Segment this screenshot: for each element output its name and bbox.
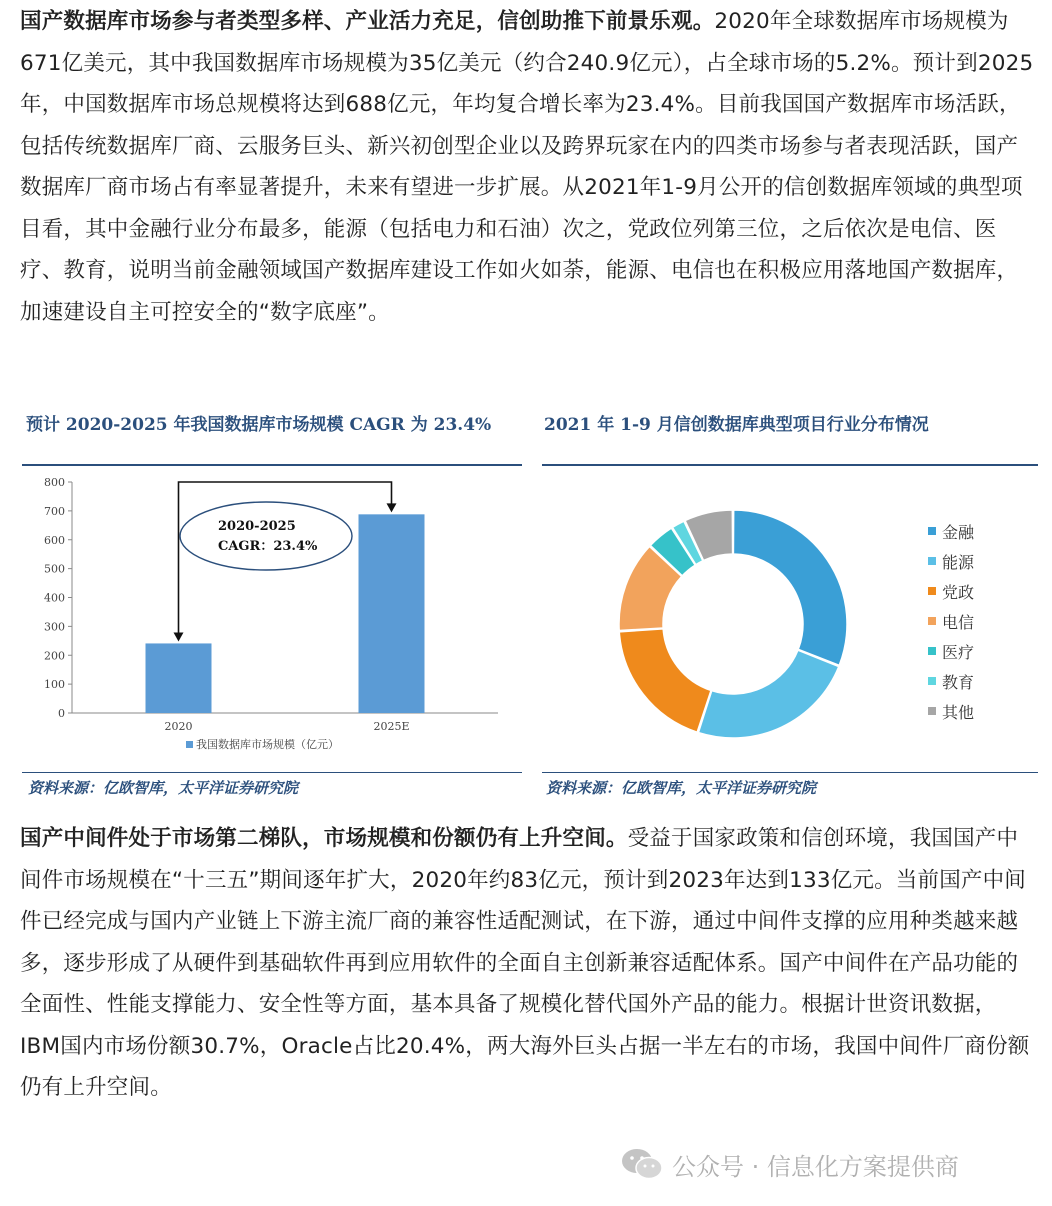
x-tick-label: 2025E (373, 720, 410, 733)
legend-label: 我国数据库市场规模（亿元） (196, 738, 339, 751)
legend-swatch (186, 741, 193, 748)
legend-swatch (928, 527, 936, 535)
legend-label: 能源 (942, 552, 975, 572)
y-tick-label: 700 (44, 504, 65, 518)
watermark (620, 1146, 959, 1182)
legend-item (928, 636, 974, 666)
figure1-title: 预计 2020-2025 年我国数据库市场规模 CAGR 为 23.4% (26, 415, 492, 435)
legend-label: 其他 (942, 702, 975, 722)
cagr-line2: CAGR：23.4% (218, 539, 318, 554)
wechat-icon (620, 1147, 664, 1181)
figure2-title: 2021 年 1-9 月信创数据库典型项目行业分布情况 (544, 415, 929, 435)
paragraph-bold-lead: 国产中间件处于市场第二梯队，市场规模和份额仍有上升空间。 (20, 826, 628, 851)
y-tick-label: 800 (44, 476, 65, 489)
legend-label: 教育 (942, 672, 975, 692)
figure1-top-rule (22, 464, 522, 466)
legend-swatch (928, 707, 936, 715)
bar-2020 (146, 643, 212, 713)
legend-item (928, 516, 974, 546)
figure2-bottom-rule (542, 772, 1038, 773)
legend-swatch (928, 587, 936, 595)
legend-label: 医疗 (942, 642, 975, 662)
legend-item (928, 546, 974, 576)
y-tick-label: 100 (44, 678, 65, 692)
y-tick-label: 200 (44, 649, 65, 663)
cagr-ellipse (180, 502, 352, 570)
legend-swatch (928, 557, 936, 565)
paragraph-bold-lead: 国产数据库市场参与者类型多样、产业活力充足，信创助推下前景乐观。 (20, 9, 715, 34)
figure1-bottom-rule (22, 772, 522, 773)
paragraph-body: 受益于国家政策和信创环境，我国国产中间件市场规模在“十三五”期间逐年扩大，2020年约83亿元，预计到2023年达到133亿元。当前国产中间件已经完成与国内产业链上下游主流厂商的兼容性适配测试，在下游，通过中间件支撑的应用种类越来越多，逐步形成了从硬件到基础软件再到应用软件的全面自主创新兼容适配体系。国产中间件在产品功能的全面性、性能支撑能力、安全性等方面，基本具备了规模化替代国外产品的能力。根据计世资讯数据，IBM国内市场份额30.7%，Oracle占比20.4%，两大海外巨头占据一半左右的市场，我国中间件厂商份额仍有上升空间。 (20, 826, 1030, 1100)
legend-label: 金融 (942, 522, 975, 542)
legend-item (928, 666, 974, 696)
arrow-head (174, 632, 184, 641)
y-tick-label: 0 (58, 707, 65, 720)
bar-chart (22, 470, 522, 770)
legend-item (928, 606, 974, 636)
legend-swatch (928, 617, 936, 625)
y-tick-label: 300 (44, 620, 65, 634)
arrow-head (387, 503, 397, 512)
y-tick-label: 600 (44, 533, 65, 547)
legend-swatch (928, 677, 936, 685)
paragraph-database-market (20, 1, 1036, 333)
figure1-source: 资料来源：亿欧智库，太平洋证券研究院 (28, 779, 299, 797)
legend-label: 电信 (942, 612, 975, 632)
legend-label: 党政 (942, 582, 975, 602)
donut-legend (928, 516, 974, 726)
y-tick-label: 400 (44, 591, 65, 605)
watermark-text: 公众号 · 信息化方案提供商 (672, 1152, 959, 1181)
paragraph-middleware-market (20, 818, 1036, 1109)
legend-item (928, 696, 974, 726)
figure2-top-rule (542, 464, 1038, 466)
bar-2025E (359, 514, 425, 713)
donut-slice-能源 (698, 650, 838, 738)
x-tick-label: 2020 (164, 720, 193, 733)
donut-slice-党政 (619, 629, 711, 732)
cagr-line1: 2020-2025 (218, 519, 296, 534)
donut-slice-金融 (733, 510, 847, 665)
paragraph-body: 2020年全球数据库市场规模为671亿美元，其中我国数据库市场规模为35亿美元（约合240.9亿元），占全球市场的5.2%。预计到2025年，中国数据库市场总规模将达到688亿元，年均复合增长率为23.4%。目前我国国产数据库市场活跃，包括传统数据库厂商、云服务巨头、新兴初创型企业以及跨界玩家在内的四类市场参与者表现活跃，国产数据库厂商市场占有率显著提升，未来有望进一步扩展。从2021年1-9月公开的信创数据库领域的典型项目看，其中金融行业分布最多，能源（包括电力和石油）次之，党政位列第三位，之后依次是电信、医疗、教育，说明当前金融领域国产数据库建设工作如火如荼，能源、电信也在积极应用落地国产数据库，加速建设自主可控安全的“数字底座”。 (20, 9, 1034, 325)
y-tick-label: 500 (44, 562, 65, 576)
legend-swatch (928, 647, 936, 655)
donut-chart (542, 470, 922, 770)
legend-item (928, 576, 974, 606)
figure2-source: 资料来源：亿欧智库，太平洋证券研究院 (546, 779, 817, 797)
